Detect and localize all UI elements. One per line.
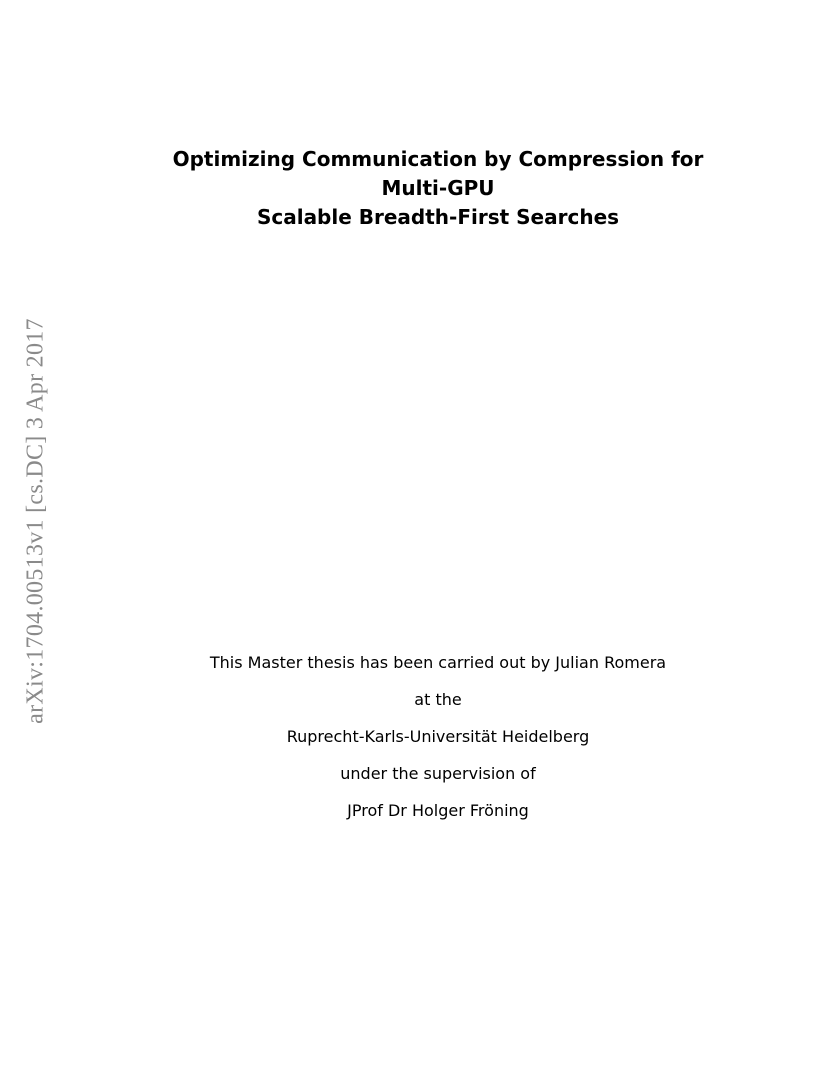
arxiv-margin-stamp: arXiv:1704.00513v1 [cs.DC] 3 Apr 2017 xyxy=(22,318,49,724)
university-name: Ruprecht-Karls-Universität Heidelberg xyxy=(286,727,590,746)
title-line-3: Scalable Breadth-First Searches xyxy=(256,205,620,229)
supervisor-name: JProf Dr Holger Fröning xyxy=(347,801,529,820)
thesis-info xyxy=(138,652,738,837)
author-statement: This Master thesis has been carried out by Julian Romera xyxy=(209,653,667,672)
title-line-2: Multi-GPU xyxy=(381,176,495,200)
at-the-text: at the xyxy=(414,690,462,709)
thesis-title xyxy=(138,145,738,232)
title-line-1: Optimizing Communication by Compression for xyxy=(172,147,704,171)
supervision-text: under the supervision of xyxy=(340,764,536,783)
